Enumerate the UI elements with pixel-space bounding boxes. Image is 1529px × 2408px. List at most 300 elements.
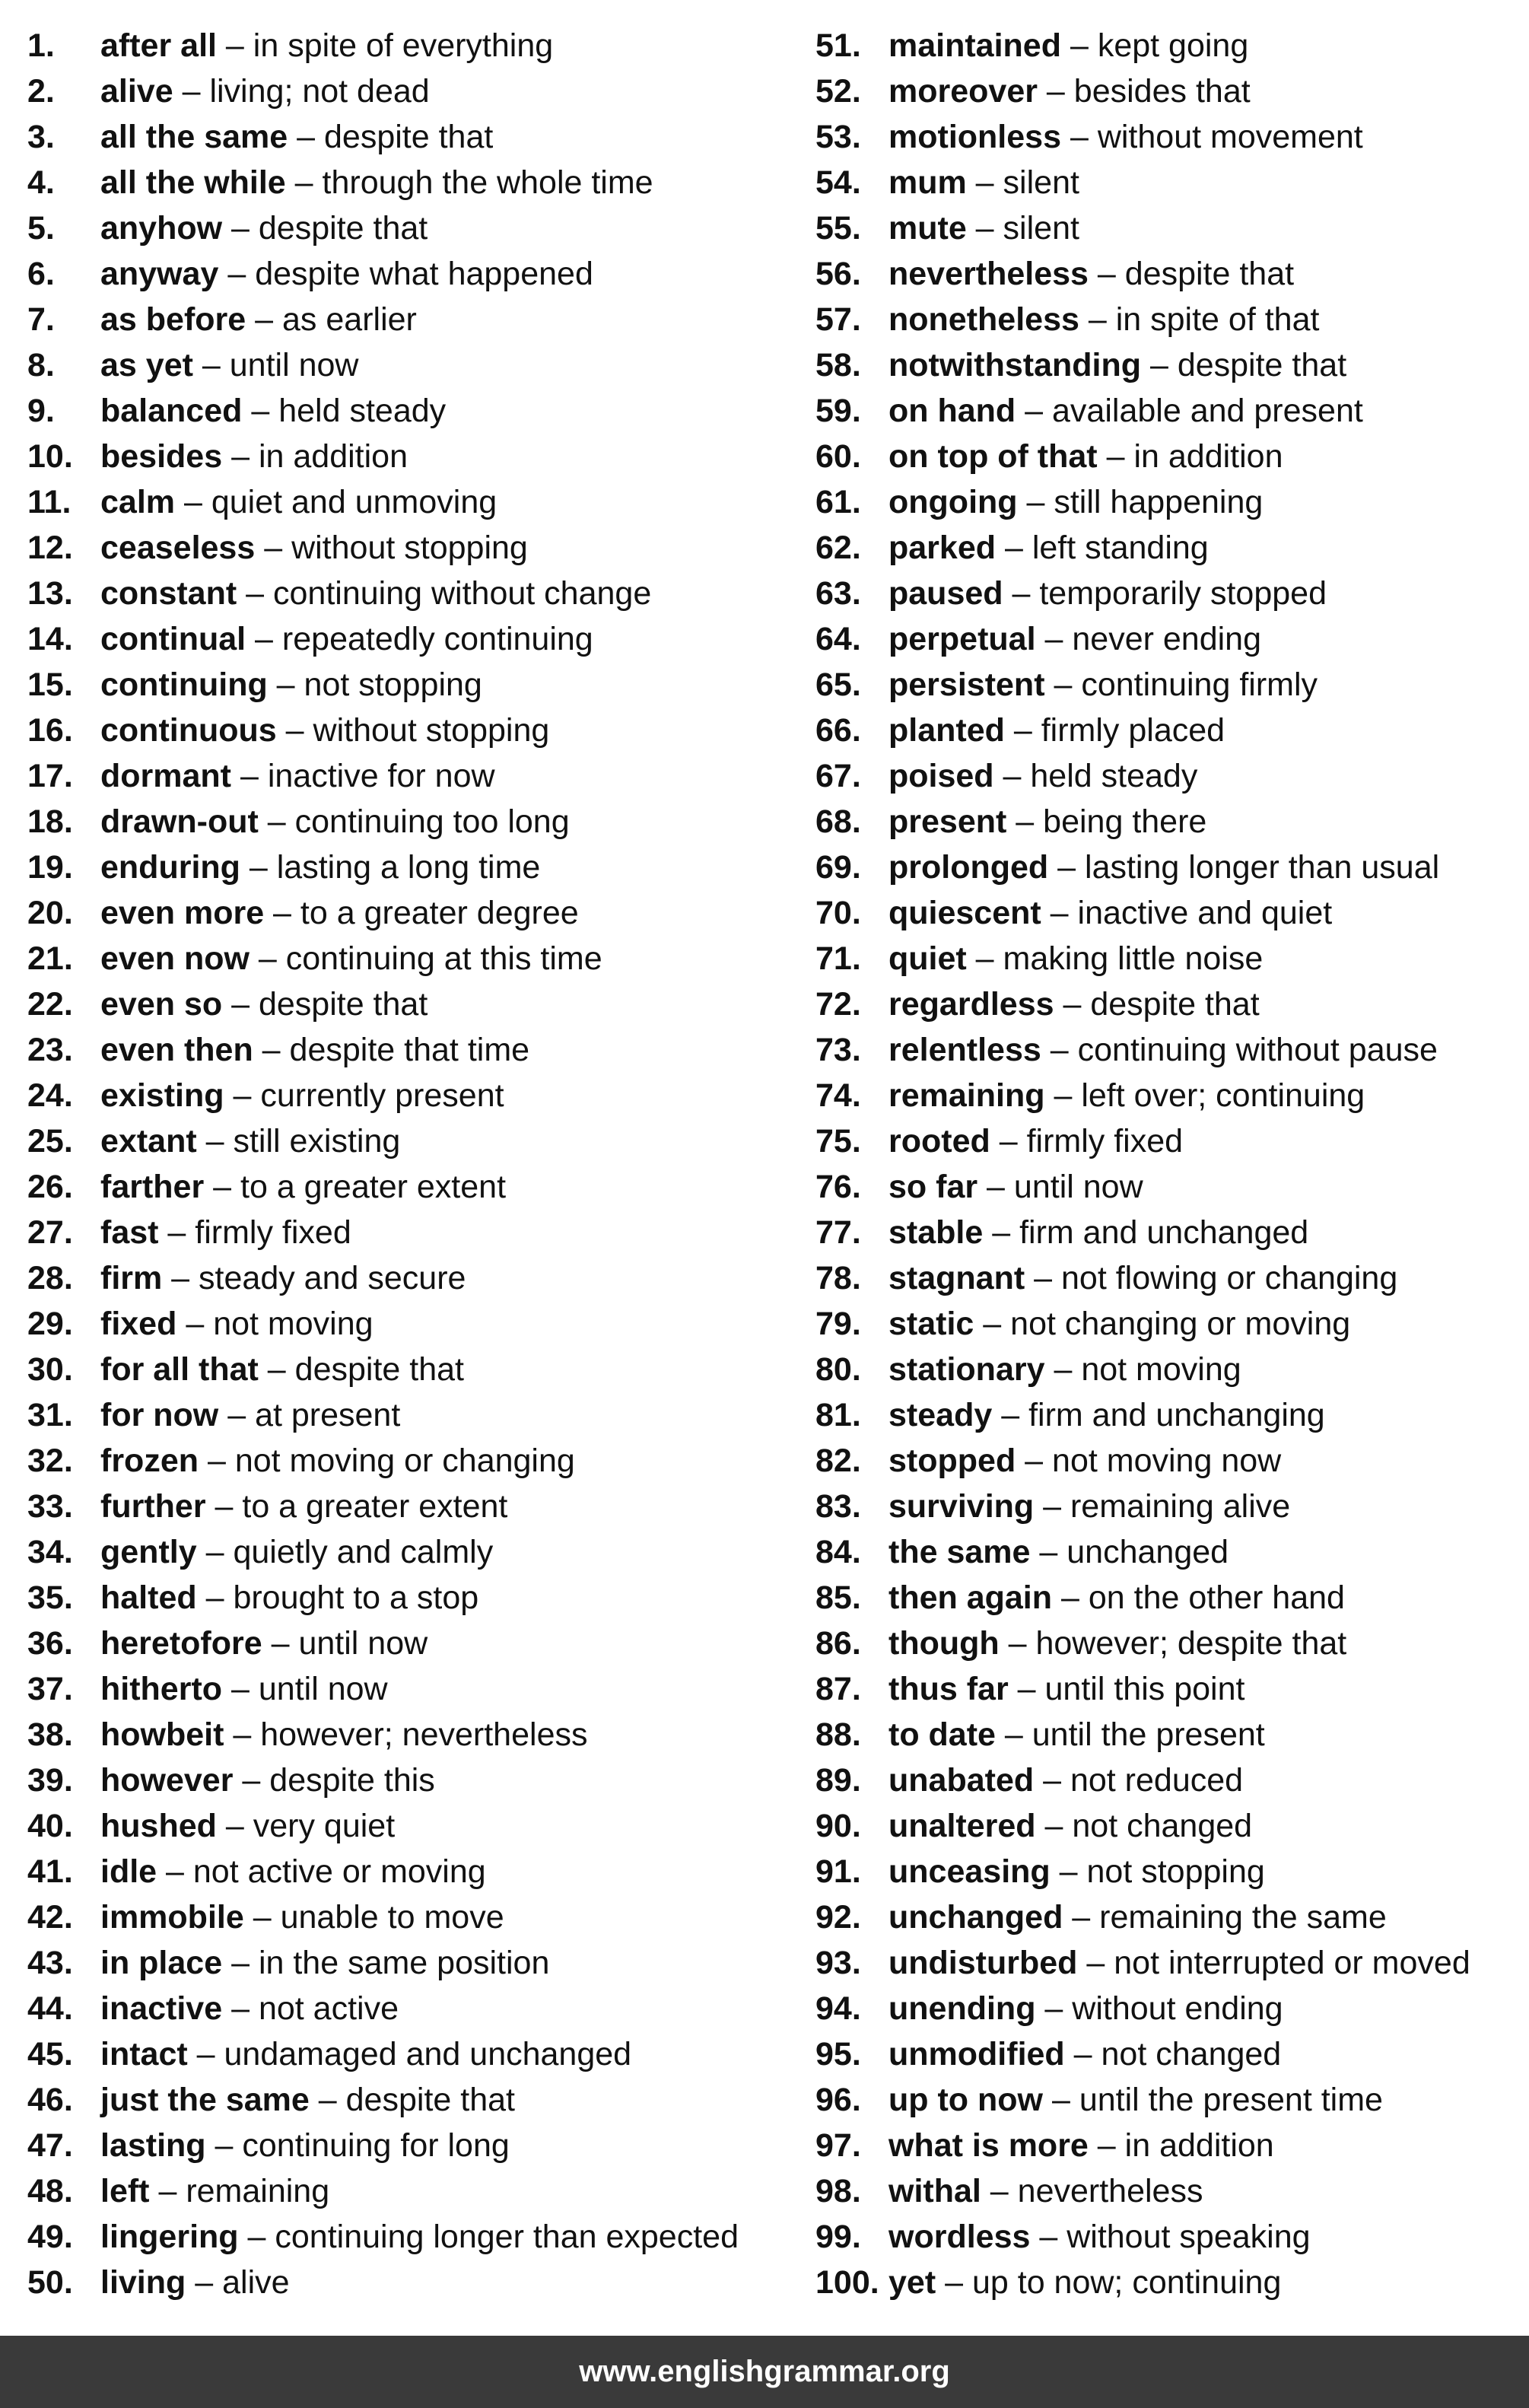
entry-number: 73. [815, 1032, 861, 1068]
entry-definition: besides that [1073, 73, 1251, 110]
entry-term: however [100, 1762, 234, 1799]
entry-term: unceasing [888, 1853, 1051, 1890]
entry-separator: – [285, 164, 323, 201]
entry-term: for all that [100, 1351, 259, 1388]
entry-number: 65. [815, 666, 861, 703]
entry-number: 49. [27, 2219, 73, 2255]
entry-separator: – [276, 712, 313, 749]
entry-separator: – [1003, 575, 1040, 612]
list-item [27, 571, 796, 616]
entry-definition: left standing [1032, 530, 1209, 566]
entry-separator: – [199, 1443, 235, 1479]
list-item [815, 297, 1529, 342]
list-item [815, 2260, 1529, 2305]
entry-separator: – [1035, 1808, 1073, 1844]
entry-number: 93. [815, 1945, 861, 1981]
entry-separator: – [1088, 256, 1125, 292]
entry-term: intact [100, 2036, 188, 2072]
entry-separator: – [253, 1032, 290, 1068]
entry-number: 74. [815, 1077, 861, 1114]
list-item [815, 571, 1529, 616]
list-item [27, 708, 796, 753]
entry-number: 81. [815, 1397, 861, 1433]
entry-separator: – [258, 1351, 295, 1388]
entry-number: 95. [815, 2036, 861, 2072]
entry-separator: – [966, 164, 1003, 201]
entry-separator: – [205, 1488, 243, 1525]
entry-separator: – [1141, 347, 1178, 383]
entry-number: 42. [27, 1899, 73, 1936]
list-item [815, 525, 1529, 571]
entry-term: mum [888, 164, 967, 201]
entry-number: 68. [815, 803, 861, 840]
entry-term: moreover [888, 73, 1038, 110]
entry-term: quiescent [888, 895, 1041, 931]
entry-term: to date [888, 1716, 996, 1753]
entry-definition: lasting a long time [276, 849, 541, 886]
entry-number: 20. [27, 895, 73, 931]
entry-separator: – [1008, 1671, 1045, 1707]
list-item [815, 479, 1529, 525]
entry-term: relentless [888, 1032, 1041, 1068]
list-item [815, 2077, 1529, 2123]
entry-separator: – [1088, 2127, 1125, 2164]
entry-term: immobile [100, 1899, 244, 1936]
list-item [815, 1894, 1529, 1940]
list-item [815, 936, 1529, 981]
list-item [815, 1210, 1529, 1255]
entry-number: 5. [27, 210, 55, 247]
entry-separator: – [240, 849, 277, 886]
entry-separator: – [175, 484, 211, 520]
list-item [815, 1073, 1529, 1118]
list-item [815, 160, 1529, 205]
list-item [27, 2031, 796, 2077]
entry-definition: continuing for long [242, 2127, 510, 2164]
entry-separator: – [222, 1990, 259, 2027]
entry-number: 17. [27, 758, 73, 794]
entry-separator: – [255, 530, 292, 566]
entry-term: paused [888, 575, 1003, 612]
entry-separator: – [995, 1716, 1032, 1753]
entry-separator: – [1041, 1032, 1078, 1068]
entry-definition: despite that time [289, 1032, 530, 1068]
entry-number: 31. [27, 1397, 73, 1433]
entry-definition: steady and secure [199, 1260, 466, 1296]
entry-definition: lasting longer than usual [1085, 849, 1440, 886]
entry-separator: – [1044, 1077, 1082, 1114]
entry-definition: not moving or changing [234, 1443, 575, 1479]
list-item [27, 1757, 796, 1803]
entry-definition: in addition [258, 438, 408, 475]
entry-definition: on the other hand [1088, 1579, 1345, 1616]
entry-term: yet [888, 2264, 936, 2301]
entry-definition: temporarily stopped [1039, 575, 1327, 612]
entry-term: perpetual [888, 621, 1036, 657]
entry-number: 40. [27, 1808, 73, 1844]
entry-definition: firm and unchanged [1019, 1214, 1309, 1251]
entry-separator: – [1041, 895, 1078, 931]
entry-term: drawn-out [100, 803, 259, 840]
entry-number: 21. [27, 940, 73, 977]
entry-term: thus far [888, 1671, 1009, 1707]
entry-term: balanced [100, 393, 243, 429]
list-item [27, 1803, 796, 1849]
entry-term: all the while [100, 164, 286, 201]
entry-number: 41. [27, 1853, 73, 1890]
entry-definition: until now [229, 347, 359, 383]
entry-definition: in spite of everything [253, 27, 554, 64]
entry-number: 52. [815, 73, 861, 110]
entry-term: unending [888, 1990, 1036, 2027]
entry-separator: – [983, 1214, 1020, 1251]
entry-definition: despite that [324, 119, 494, 155]
entry-number: 70. [815, 895, 861, 931]
entry-separator: – [1061, 119, 1098, 155]
entry-term: though [888, 1625, 1000, 1662]
entry-number: 37. [27, 1671, 73, 1707]
entry-definition: through the whole time [322, 164, 653, 201]
entry-definition: despite that [1090, 986, 1260, 1023]
entry-definition: making little noise [1003, 940, 1264, 977]
entry-definition: in addition [1133, 438, 1283, 475]
entry-term: fixed [100, 1306, 177, 1342]
entry-separator: – [258, 803, 295, 840]
entry-separator: – [246, 621, 282, 657]
entry-term: persistent [888, 666, 1045, 703]
entry-term: prolonged [888, 849, 1049, 886]
entry-term: even so [100, 986, 223, 1023]
entry-definition: not interrupted or moved [1114, 1945, 1470, 1981]
entry-separator: – [992, 1397, 1029, 1433]
entry-definition: undamaged and unchanged [224, 2036, 632, 2072]
entry-number: 25. [27, 1123, 73, 1159]
entry-term: further [100, 1488, 206, 1525]
entry-separator: – [196, 1123, 234, 1159]
entry-term: unaltered [888, 1808, 1036, 1844]
entry-term: motionless [888, 119, 1061, 155]
entry-number: 100. [815, 2264, 879, 2301]
entry-number: 85. [815, 1579, 861, 1616]
list-item [27, 1712, 796, 1757]
entry-definition: to a greater extent [240, 1169, 507, 1205]
entry-definition: however; despite that [1035, 1625, 1347, 1662]
entry-definition: continuing at this time [285, 940, 602, 977]
list-item [27, 2123, 796, 2168]
list-item [27, 1255, 796, 1301]
footer-website: www.englishgrammar.org [579, 2355, 950, 2388]
entry-separator: – [264, 895, 300, 931]
list-item [27, 753, 796, 799]
entry-term: remaining [888, 1077, 1045, 1114]
list-item [27, 1301, 796, 1347]
entry-definition: firmly fixed [1026, 1123, 1184, 1159]
entry-separator: – [249, 940, 286, 977]
entry-term: up to now [888, 2082, 1043, 2118]
list-item [27, 2168, 796, 2214]
entry-definition: to a greater degree [300, 895, 579, 931]
entry-number: 77. [815, 1214, 861, 1251]
entry-term: stable [888, 1214, 984, 1251]
entry-term: halted [100, 1579, 197, 1616]
entry-separator: – [1006, 803, 1044, 840]
entry-definition: without stopping [313, 712, 550, 749]
list-item [815, 2214, 1529, 2260]
entry-separator: – [1044, 666, 1082, 703]
entry-number: 72. [815, 986, 861, 1023]
list-item [815, 616, 1529, 662]
entry-separator: – [222, 986, 259, 1023]
entry-definition: repeatedly continuing [281, 621, 593, 657]
entry-number: 57. [815, 301, 861, 338]
entry-term: continual [100, 621, 246, 657]
entry-definition: inactive for now [267, 758, 495, 794]
entry-number: 16. [27, 712, 73, 749]
entry-separator: – [196, 1534, 234, 1570]
entry-number: 69. [815, 849, 861, 886]
list-item [27, 1484, 796, 1529]
entry-separator: – [222, 210, 259, 247]
entry-number: 83. [815, 1488, 861, 1525]
entry-number: 11. [27, 484, 72, 520]
entry-term: fast [100, 1214, 159, 1251]
list-item [27, 616, 796, 662]
entry-number: 78. [815, 1260, 861, 1296]
entry-number: 54. [815, 164, 861, 201]
entry-definition: despite that [1124, 256, 1295, 292]
list-item [815, 23, 1529, 68]
entry-term: even more [100, 895, 265, 931]
entry-number: 46. [27, 2082, 73, 2118]
entry-term: regardless [888, 986, 1054, 1023]
entry-number: 43. [27, 1945, 73, 1981]
entry-term: undisturbed [888, 1945, 1078, 1981]
list-item [27, 114, 796, 160]
list-item [27, 2077, 796, 2123]
entry-definition: not active or moving [192, 1853, 486, 1890]
entry-definition: still existing [233, 1123, 401, 1159]
entry-number: 28. [27, 1260, 73, 1296]
list-item [815, 1940, 1529, 1986]
entry-term: what is more [888, 2127, 1089, 2164]
entry-term: continuing [100, 666, 268, 703]
list-item [27, 1073, 796, 1118]
entry-number: 6. [27, 256, 55, 292]
entry-definition: still happening [1054, 484, 1264, 520]
entry-term: after all [100, 27, 217, 64]
entry-term: besides [100, 438, 223, 475]
entry-number: 88. [815, 1716, 861, 1753]
list-item [815, 1347, 1529, 1392]
entry-term: all the same [100, 119, 288, 155]
entry-separator: – [233, 1762, 270, 1799]
entry-separator: – [1035, 621, 1073, 657]
entry-term: unchanged [888, 1899, 1063, 1936]
entry-separator: – [1048, 849, 1086, 886]
list-item [815, 1118, 1529, 1164]
list-item [27, 2260, 796, 2305]
entry-number: 15. [27, 666, 73, 703]
entry-separator: – [158, 1214, 195, 1251]
entry-separator: – [993, 758, 1031, 794]
entry-separator: – [981, 2173, 1018, 2209]
entry-separator: – [309, 2082, 346, 2118]
entry-term: steady [888, 1397, 993, 1433]
entry-number: 30. [27, 1351, 73, 1388]
entry-term: maintained [888, 27, 1061, 64]
list-item [27, 342, 796, 388]
entry-definition: not changed [1072, 1808, 1253, 1844]
entry-number: 34. [27, 1534, 73, 1570]
entry-separator: – [1034, 1488, 1070, 1525]
entry-number: 39. [27, 1762, 73, 1799]
list-item [27, 1118, 796, 1164]
entry-definition: until the present [1032, 1716, 1265, 1753]
entry-definition: in the same position [258, 1945, 550, 1981]
list-item [815, 251, 1529, 297]
entry-definition: until this point [1044, 1671, 1245, 1707]
entry-number: 86. [815, 1625, 861, 1662]
entry-number: 22. [27, 986, 73, 1023]
entry-number: 98. [815, 2173, 861, 2209]
list-item [815, 1621, 1529, 1666]
entry-term: dormant [100, 758, 231, 794]
entry-separator: – [157, 1853, 193, 1890]
list-item [27, 1438, 796, 1484]
entry-definition: without speaking [1066, 2219, 1311, 2255]
entry-separator: – [216, 1808, 253, 1844]
entry-definition: continuing longer than expected [275, 2219, 739, 2255]
entry-separator: – [977, 1169, 1014, 1205]
entry-term: stopped [888, 1443, 1016, 1479]
entry-separator: – [1061, 27, 1098, 64]
entry-term: on top of that [888, 438, 1098, 475]
list-item [27, 251, 796, 297]
entry-number: 56. [815, 256, 861, 292]
entry-definition: continuing without pause [1077, 1032, 1438, 1068]
entry-separator: – [996, 530, 1032, 566]
entry-separator: – [224, 1077, 261, 1114]
entry-separator: – [1034, 1762, 1070, 1799]
entry-term: enduring [100, 849, 240, 886]
entry-term: heretofore [100, 1625, 262, 1662]
entry-number: 59. [815, 393, 861, 429]
entry-definition: until now [298, 1625, 428, 1662]
list-item [815, 799, 1529, 845]
entry-definition: nevertheless [1017, 2173, 1203, 2209]
list-item [815, 1666, 1529, 1712]
entry-term: anyway [100, 256, 219, 292]
entry-number: 60. [815, 438, 861, 475]
entry-separator: – [1044, 1351, 1082, 1388]
entry-number: 92. [815, 1899, 861, 1936]
entry-definition: very quiet [253, 1808, 396, 1844]
list-item [815, 708, 1529, 753]
entry-term: existing [100, 1077, 224, 1114]
entry-term: lasting [100, 2127, 206, 2164]
entry-definition: living; not dead [209, 73, 430, 110]
entry-number: 4. [27, 164, 55, 201]
list-item [27, 799, 796, 845]
entry-number: 75. [815, 1123, 861, 1159]
list-item [27, 388, 796, 434]
entry-term: rooted [888, 1123, 990, 1159]
list-item [27, 1164, 796, 1210]
entry-term: the same [888, 1534, 1031, 1570]
entry-separator: – [218, 256, 256, 292]
entry-definition: firmly fixed [195, 1214, 351, 1251]
entry-separator: – [187, 2036, 224, 2072]
entry-number: 62. [815, 530, 861, 566]
entry-term: so far [888, 1169, 978, 1205]
entry-definition: available and present [1052, 393, 1363, 429]
entry-separator: – [966, 210, 1003, 247]
list-item [815, 205, 1529, 251]
entry-separator: – [1063, 1899, 1100, 1936]
entry-separator: – [1037, 73, 1074, 110]
list-item [815, 2168, 1529, 2214]
entry-definition: firmly placed [1041, 712, 1225, 749]
entry-number: 33. [27, 1488, 73, 1525]
entry-definition: held steady [1030, 758, 1198, 794]
entry-definition: never ending [1072, 621, 1261, 657]
entry-definition: not flowing or changing [1061, 1260, 1398, 1296]
entry-term: gently [100, 1534, 197, 1570]
entry-term: nonetheless [888, 301, 1079, 338]
entry-separator: – [1050, 1853, 1087, 1890]
entry-term: even then [100, 1032, 253, 1068]
list-item [815, 890, 1529, 936]
entry-separator: – [162, 1260, 199, 1296]
entry-number: 44. [27, 1990, 73, 2027]
entry-number: 38. [27, 1716, 73, 1753]
entry-number: 2. [27, 73, 55, 110]
list-item [27, 1210, 796, 1255]
entry-separator: – [149, 2173, 186, 2209]
entry-number: 8. [27, 347, 55, 383]
entry-separator: – [196, 1579, 234, 1616]
entry-term: calm [100, 484, 176, 520]
entry-term: farther [100, 1169, 205, 1205]
list-item [27, 525, 796, 571]
entry-number: 24. [27, 1077, 73, 1114]
entry-term: quiet [888, 940, 967, 977]
entry-definition: not changing or moving [1010, 1306, 1351, 1342]
entry-term: just the same [100, 2082, 310, 2118]
list-item [815, 753, 1529, 799]
entry-number: 51. [815, 27, 861, 64]
entry-number: 67. [815, 758, 861, 794]
entry-separator: – [224, 1716, 261, 1753]
entry-definition: remaining the same [1099, 1899, 1387, 1936]
list-item [27, 1986, 796, 2031]
entry-term: living [100, 2264, 186, 2301]
entry-separator: – [216, 27, 253, 64]
entry-separator: – [1077, 1945, 1114, 1981]
entry-separator: – [243, 1899, 281, 1936]
entry-definition: left over; continuing [1081, 1077, 1365, 1114]
entry-number: 48. [27, 2173, 73, 2209]
list-item [815, 342, 1529, 388]
entry-definition: quietly and calmly [233, 1534, 494, 1570]
entry-definition: continuing without change [273, 575, 652, 612]
entry-separator: – [1097, 438, 1134, 475]
list-item [27, 662, 796, 708]
entry-definition: despite that [258, 986, 428, 1023]
entry-term: firm [100, 1260, 163, 1296]
entry-term: even now [100, 940, 250, 977]
entry-definition: continuing too long [294, 803, 570, 840]
